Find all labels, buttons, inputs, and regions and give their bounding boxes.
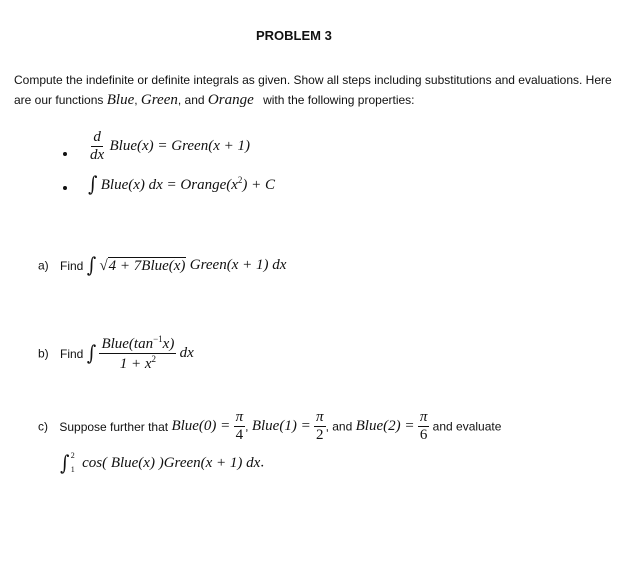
part-b-fraction — [99, 335, 176, 372]
intro-prefix: are our functions — [14, 93, 104, 107]
part-c-label: c) — [38, 419, 48, 434]
part-b-numerator — [99, 335, 176, 354]
bullet-dot — [63, 152, 67, 156]
part-c — [38, 410, 501, 443]
denominator: 2 — [316, 427, 324, 443]
square-root: √4 + 7Blue(x) — [99, 257, 186, 274]
integral-sign: ∫ — [86, 253, 97, 278]
page-title: PROBLEM 3 — [256, 28, 332, 43]
derivative-equation: Blue(x) = Green(x + 1) — [109, 138, 250, 154]
integral-expression-tail: ) + C — [242, 177, 276, 193]
part-b-denominator — [118, 354, 158, 372]
part-c-suppose: Suppose further that — [59, 419, 169, 434]
function-blue: Blue — [106, 92, 135, 108]
integral-sign: ∫ — [60, 450, 70, 476]
denominator-exponent: 2 — [151, 354, 157, 364]
integral-expression — [101, 177, 275, 193]
pi-numerator: π — [419, 409, 428, 425]
property-derivative — [88, 130, 250, 163]
separator-and: , and — [325, 419, 353, 434]
radicand: 4 + 7Blue(x) — [108, 257, 186, 274]
pi-numerator: π — [235, 409, 244, 425]
part-b — [38, 335, 194, 372]
period: . — [260, 454, 265, 471]
integral-limits — [71, 452, 75, 474]
intro-line-2 — [14, 92, 415, 109]
lower-limit: 1 — [70, 465, 75, 474]
bullet-dot — [63, 186, 67, 190]
part-b-dx: dx — [179, 345, 194, 361]
integral-exponent: 2 — [237, 175, 243, 185]
derivative-operator — [88, 130, 106, 163]
intro-suffix: with the following properties: — [263, 93, 415, 107]
part-a-find: Find — [60, 258, 84, 273]
fraction-pi-2 — [314, 410, 326, 443]
fraction-pi-4 — [234, 409, 249, 443]
value-blue-0: Blue(0) = — [171, 418, 231, 434]
integral-sign: ∫ — [86, 341, 97, 366]
intro-line-1: Compute the indefinite or definite integrals as given. Show all steps including substitutions and evaluations. Here — [14, 73, 612, 87]
upper-limit: 2 — [70, 451, 75, 460]
inverse-exponent: −1 — [153, 334, 163, 344]
part-a-integrand-rest: Green(x + 1) dx — [189, 257, 287, 273]
part-a-label: a) — [38, 258, 49, 273]
derivative-numerator: d — [93, 129, 101, 145]
part-c-evaluate: and evaluate — [432, 419, 502, 434]
fraction-pi-6 — [418, 410, 430, 443]
integral-expression-main: Blue(x) dx = Orange(x — [100, 177, 238, 193]
part-b-find: Find — [60, 346, 84, 361]
derivative-denominator: dx — [90, 147, 105, 163]
function-green: Green — [140, 92, 178, 108]
numerator-tail: x) — [162, 336, 175, 352]
denominator: 4 — [235, 427, 244, 443]
denominator-text: 1 + x — [119, 356, 152, 372]
part-a — [38, 255, 286, 276]
denominator: 6 — [419, 427, 428, 443]
numerator-text: Blue(tan — [101, 336, 154, 352]
part-b-label: b) — [38, 346, 49, 361]
property-integral — [88, 174, 275, 195]
value-blue-1: Blue(1) = — [251, 418, 311, 434]
separator: , — [245, 419, 249, 434]
pi-numerator: π — [316, 409, 324, 425]
integral-sign: ∫ — [88, 172, 98, 197]
intro-comma: , — [134, 93, 138, 107]
intro-and: , and — [177, 93, 205, 107]
part-c-integral — [60, 452, 264, 474]
function-orange: Orange — [207, 92, 254, 108]
part-c-integrand: cos( Blue(x) )Green(x + 1) dx — [82, 454, 261, 471]
value-blue-2: Blue(2) = — [355, 418, 415, 434]
